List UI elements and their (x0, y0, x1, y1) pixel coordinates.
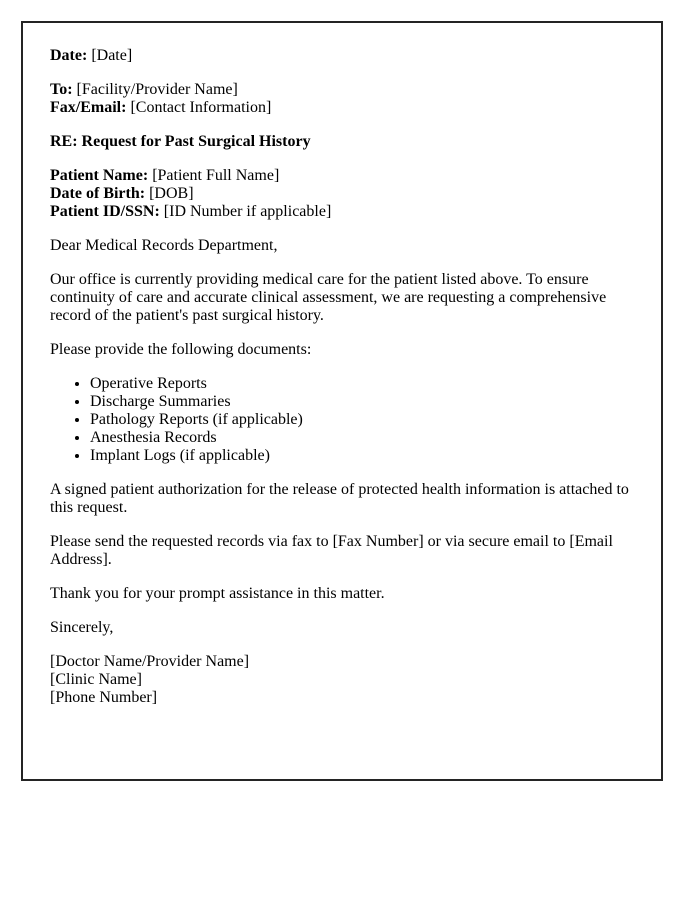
document-list-item: • Operative Reports (90, 375, 630, 393)
fax-email-label: Fax/Email: (50, 99, 127, 116)
documents-list (50, 375, 630, 465)
salutation: Dear Medical Records Department, (50, 237, 278, 254)
document-list-item: • Implant Logs (if applicable) (90, 447, 630, 465)
authorization-paragraph: A signed patient authorization for the release of protected health information is attached to this request. (50, 481, 629, 516)
delivery-paragraph: Please send the requested records via fax to [Fax Number] or via secure email to [Email Address]. (50, 533, 613, 568)
patient-info-block (50, 167, 630, 221)
dob-label: Date of Birth: (50, 185, 146, 202)
date-label: Date: (50, 47, 88, 64)
recipient-block (50, 81, 630, 117)
intro-paragraph: Our office is currently providing medical care for the patient listed above. To ensure continuity of care and accurate clinical assessment, we are requesting a comprehensive record of the patient's past surgical history. (50, 271, 607, 324)
document-list-item: • Discharge Summaries (90, 393, 630, 411)
to-value: [Facility/Provider Name] (76, 81, 238, 98)
documents-intro: Please provide the following documents: (50, 341, 312, 358)
document-list-item: • Pathology Reports (if applicable) (90, 411, 630, 429)
subject-text: RE: Request for Past Surgical History (50, 133, 311, 150)
dob-value: [DOB] (149, 185, 194, 202)
subject-line (50, 133, 630, 151)
signature-provider-name: [Doctor Name/Provider Name] (50, 653, 250, 670)
date-line (50, 47, 630, 65)
to-label: To: (50, 81, 73, 98)
date-value: [Date] (91, 47, 133, 64)
patient-name-label: Patient Name: (50, 167, 149, 184)
patient-id-value: [ID Number if applicable] (163, 203, 332, 220)
signature-clinic-name: [Clinic Name] (50, 671, 142, 688)
document-list-item: • Anesthesia Records (90, 429, 630, 447)
letter-document (21, 21, 663, 781)
closing: Sincerely, (50, 619, 114, 636)
fax-email-value: [Contact Information] (130, 99, 272, 116)
thanks-paragraph: Thank you for your prompt assistance in this matter. (50, 585, 385, 602)
signature-phone-number: [Phone Number] (50, 689, 158, 706)
patient-name-value: [Patient Full Name] (152, 167, 280, 184)
patient-id-label: Patient ID/SSN: (50, 203, 160, 220)
signature-block (50, 653, 630, 707)
